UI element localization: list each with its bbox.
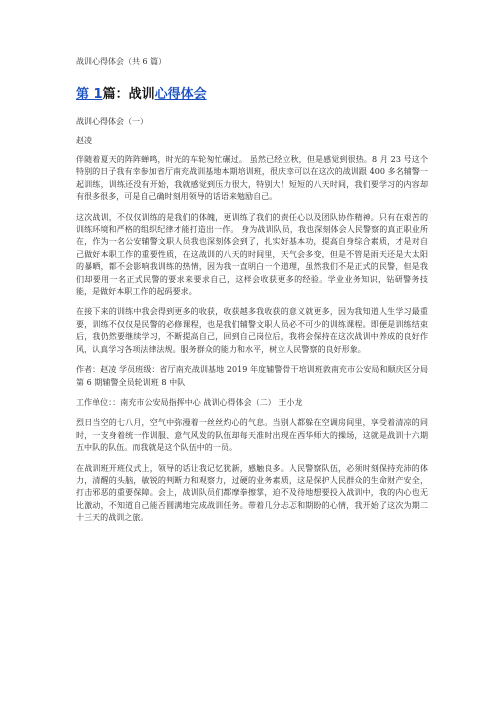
chapter-number-link[interactable]: 第 1 bbox=[76, 87, 103, 102]
paragraph-6: 在战训班开班仪式上，领导的话让我记忆犹新，感触良多。人民警察队伍，必须时刻保持充沛的体力，清醒的头脑，敏锐的判断力和观察力，过硬的业务素质，这是保护人民群众的生命财产安全，打击邪恶的重要保障。会上，战训队员们都摩拳擦掌，迫不及待地想要投入战训中，我的内心也无比激动，不知道自己能否圆满地完成战训任务。带着几分忐忑和期盼的心情，我开始了这次为期二十三天的战训之旅。 bbox=[76, 463, 428, 523]
paragraph-3: 在接下来的训练中我会得到更多的收获，收获越多我收获的意义就更多，因为我知道人生学习最重要，训练不仅仅是民警的必修课程，也是我们辅警文职人员必不可少的训练课程。即便是训练结束后，我仍然要继续学习，不断提高自己，回到自己岗位后，我将会保持在这次战训中养成的良好作风，认真学习各项法律法规。服务群众的能力和水平，树立人民警察的良好形象。 bbox=[76, 307, 428, 354]
chapter-heading bbox=[76, 87, 428, 103]
document-title: 战训心得体会（共 6 篇） bbox=[76, 57, 167, 66]
paragraph-1: 伴随着夏天的阵阵蝉鸣，时光的车轮匆忙碾过。 虽然已经立秋，但是感觉到很热。8 月 23 号这个特别的日子我有幸参加省厅南充战训基地本期培训班，很庆幸可以在这次的战训跟 400 多名辅警一起训练，训练还没有开始，我就感觉到压力很大，特别大！短短的八天时间，我们要学习的内容却有很多很多，可是自己确时刻用领导的话语来勉励自己。 bbox=[76, 155, 428, 202]
paragraph-work-unit: 工作单位：：南充市公安局指挥中心 战训心得体会（二） 王小龙 bbox=[76, 397, 303, 407]
paragraph-2: 这次战训，不仅仅训练的是我们的体魄，更训练了我们的责任心以及团队协作精神。只有在艰苦的训练环境和严格的组织纪律才能打造出一作。 身为战训队员，我也深刻体会人民警察的真正职业所在，作为一名公安辅警文职人员我也深刻体会到了，扎实好基本功，提高自身综合素质，才是对自己做好本职工作的重要性质，在这战训的八天的时间里，天气会多变，但是不管是雨天还是大太阳的暴晒，都不会影响我训练的热情，因为我一直明白一个道理，虽然我们不是正式的民警，但是我们却要用一名正式民警的要求来要求自己，这样会收获更多的经验。学业业务知识，钻研警务技能，是做好本职工作的起码要求。 bbox=[76, 212, 428, 297]
section-subtitle: 战训心得体会（一） bbox=[76, 117, 148, 126]
paragraph-author-info: 作者：赵凌 学员班级：省厅南充战训基地 2019 年度辅警骨干培训班敦南充市公安局和顺庆区分局第 6 期辅警全员轮训班 8 中队 bbox=[76, 365, 428, 387]
chapter-heading-text: 篇：战训 bbox=[102, 87, 155, 102]
paragraph-5: 烈日当空的七八月，空气中弥漫着一丝丝灼心的气息。当别人都躲在空调房间里，享受着清凉的同时，一支身着统一作训服、意气风发的队伍却每天准时出现在西华师大的操场，这就是战训十六期五中队的队伍。而我就是这个队伍中的一员。 bbox=[76, 418, 428, 453]
chapter-keyword-link[interactable]: 心得体会 bbox=[154, 87, 207, 102]
author-name: 赵凌 bbox=[76, 136, 92, 145]
